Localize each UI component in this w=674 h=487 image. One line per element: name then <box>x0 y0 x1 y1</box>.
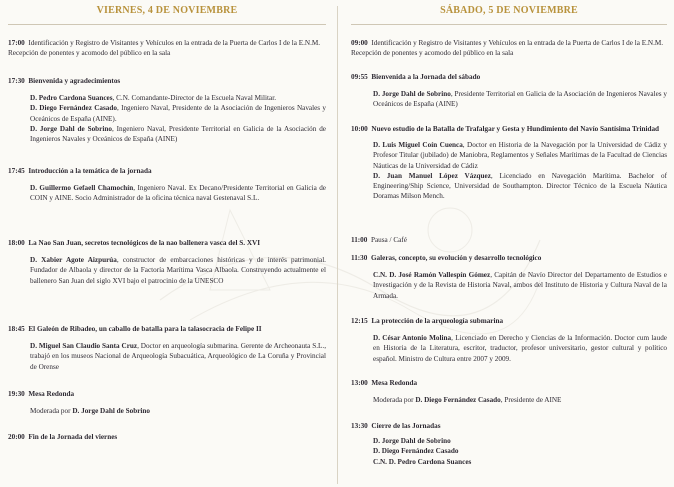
block-heading: Cierre de las Jornadas <box>371 422 441 430</box>
schedule-block <box>351 421 667 467</box>
friday-title: VIERNES, 4 DE NOVIEMBRE <box>96 5 238 16</box>
time: 11:30 <box>351 254 368 262</box>
time: 09:55 <box>351 73 368 81</box>
speaker-name: D. César Antonio Molina <box>373 334 452 343</box>
speaker-desc: , Licenciado en Derecho y Ciencias de la Información. Doctor cum laude en Historia de la Literatura, escritor, traductor, profesor universitario, gestor cultural y político español. Ministro de Cultura entre 2007 y 2009. <box>373 334 667 363</box>
schedule-block <box>351 378 667 405</box>
speaker-name: D. Xabier Agote Aizpurúa <box>30 256 117 265</box>
block-text: Identificación y Registro de Visitantes y Vehículos en la entrada de la Puerta de Carlos I de la E.N.M. Recepción de ponentes y acomodo del público en la sala <box>8 39 321 58</box>
schedule-block <box>8 38 326 58</box>
saturday-title: SÁBADO, 5 DE NOVIEMBRE <box>440 5 578 16</box>
speaker-name: D. Jorge Dahl de Sobrino <box>373 90 451 99</box>
speaker-desc: , Capitán de Navío Director del Departamento de Estudios e Investigación y de la Revista de Historia Naval, ambos del Instituto de Historia y Cultura Naval de la Armada. <box>373 271 667 300</box>
block-heading: Fin de la Jornada del viernes <box>28 433 118 441</box>
block-heading: Bienvenida a la Jornada del sábado <box>371 73 481 81</box>
block-heading: Galeras, concepto, su evolución y desarrollo tecnológico <box>370 254 542 262</box>
time: 13:00 <box>351 379 368 387</box>
block-heading: Nuevo estudio de la Batalla de Trafalgar y Gesta y Hundimiento del Navío Santísima Trinidad <box>371 125 660 133</box>
schedule-block <box>8 432 326 442</box>
speaker-desc: , Licenciado en Navegación Marítima. Bachelor of Engineering/Ship Science, Universidad de Southampton. Director Técnico de la Escuela Náutica Doramas Milson Mench. <box>373 171 667 201</box>
block-heading: Introducción a la temática de la jornada <box>28 167 152 175</box>
speaker-name: D. Guillermo Gefaell Chamochín <box>30 184 134 193</box>
column-divider <box>337 6 338 484</box>
schedule-block <box>8 76 326 144</box>
closing-name: C.N. D. Pedro Cardona Suances <box>373 457 472 466</box>
moderator-name: D. Jorge Dahl de Sobrino <box>72 407 150 416</box>
block-heading: Mesa Redonda <box>371 379 418 387</box>
speaker-desc: , C.N. Comandante-Director de la Escuela Naval Militar. <box>112 94 276 103</box>
schedule-block <box>351 38 667 58</box>
closing-name: D. Jorge Dahl de Sobrino <box>373 437 451 446</box>
moderated-prefix: Moderada por <box>373 396 416 405</box>
time: 20:00 <box>8 433 25 441</box>
time: 19:30 <box>8 390 25 398</box>
speaker-desc: , constructor de embarcaciones históricas y de interés patrimonial. Fundador de Albaola y director de la Factoría Marítima Vasca Albaola. Construyendo actualmente el ballenero San Juan del siglo XVI bajo el patrocinio de la UNESCO <box>30 256 326 285</box>
time: 18:00 <box>8 239 25 247</box>
time: 18:45 <box>8 325 25 333</box>
time: 11:00 <box>351 236 368 244</box>
time: 17:30 <box>8 77 25 85</box>
schedule-block <box>8 238 326 286</box>
saturday-title-rule <box>351 24 667 25</box>
schedule-block <box>8 324 326 372</box>
schedule-block <box>351 253 667 301</box>
schedule-block <box>351 235 667 245</box>
saturday-column <box>351 0 667 466</box>
speaker-desc: , Ingeniero Naval, Presidente de la Asociación de Ingenieros Navales y Oceánicos de España (AINE). <box>30 104 326 123</box>
schedule-block <box>351 316 667 364</box>
schedule-block <box>8 166 326 204</box>
friday-title-rule <box>8 24 326 25</box>
speaker-desc: , Ingeniero Naval. Ex Decano/Presidente Territorial en Galicia de COIN y AINE. Socio Administrador de la oficina técnica naval Gestenaval S.L. <box>30 184 326 203</box>
block-heading: El Galeón de Ribadeo, un caballo de batalla para la talasocracia de Felipe II <box>28 325 262 333</box>
time: 17:45 <box>8 167 25 175</box>
time: 10:00 <box>351 125 368 133</box>
block-heading: Bienvenida y agradecimientos <box>28 77 121 85</box>
time: 09:00 <box>351 39 368 47</box>
schedule-block <box>8 389 326 416</box>
time: 17:00 <box>8 39 25 47</box>
schedule-block <box>351 124 667 201</box>
speaker-name: D. Juan Manuel López Vázquez <box>373 171 491 180</box>
speaker-desc: , Ingeniero Naval, Presidente Territorial en Galicia de la Asociación de Ingenieros Navales y Oceánicos de España (AINE) <box>30 124 326 144</box>
block-heading: La protección de la arqueología submarina <box>371 317 504 325</box>
speaker-name: D. Diego Fernández Casado <box>30 104 117 113</box>
friday-column <box>8 0 326 441</box>
speaker-name: D. Pedro Cardona Suances <box>30 94 113 103</box>
block-heading: La Nao San Juan, secretos tecnológicos de la nao ballenera vasca del S. XVI <box>28 239 261 247</box>
moderated-suffix: , Presidente de AINE <box>500 396 562 405</box>
moderator-name: D. Diego Fernández Casado <box>415 396 501 405</box>
speaker-name: D. Jorge Dahl de Sobrino <box>30 124 112 133</box>
time: 13:30 <box>351 422 368 430</box>
speaker-desc: , Doctor en Historia de la Navegación por la Universidad de Cádiz y Profesor Titular (jubilado) de Maniobra, Reglamentos y Señales Marítimas de la Facultad de Ciencias Náuticas de la Universidad de Cádiz <box>373 141 667 170</box>
closing-name: D. Diego Fernández Casado <box>373 447 459 456</box>
block-text: Identificación y Registro de Visitantes y Vehículos en la entrada de la Puerta de Carlos I de la E.N.M. Recepción de ponentes y acomodo del público en la sala <box>351 39 664 58</box>
speaker-desc: , Doctor en arqueología submarina. Gerente de Archeonauta S.L., trabajó en los museos Nacional de Arqueología Subacuática, Arqueológico de La Coruña y Provincial de Orense <box>30 342 326 371</box>
block-text: Pausa / Café <box>370 236 407 244</box>
speaker-name: D. Miguel San Claudio Santa Cruz <box>30 342 138 351</box>
speaker-name: D. Luis Miguel Coín Cuenca <box>373 141 463 150</box>
moderated-prefix: Moderada por <box>30 407 73 416</box>
speaker-name: C.N. D. José Ramón Vallespín Gómez <box>373 271 491 280</box>
schedule-block <box>351 72 667 110</box>
time: 12:15 <box>351 317 368 325</box>
block-heading: Mesa Redonda <box>28 390 75 398</box>
speaker-desc: , Presidente Territorial en Galicia de la Asociación de Ingenieros Navales y Oceánicos de España (AINE) <box>373 90 667 109</box>
